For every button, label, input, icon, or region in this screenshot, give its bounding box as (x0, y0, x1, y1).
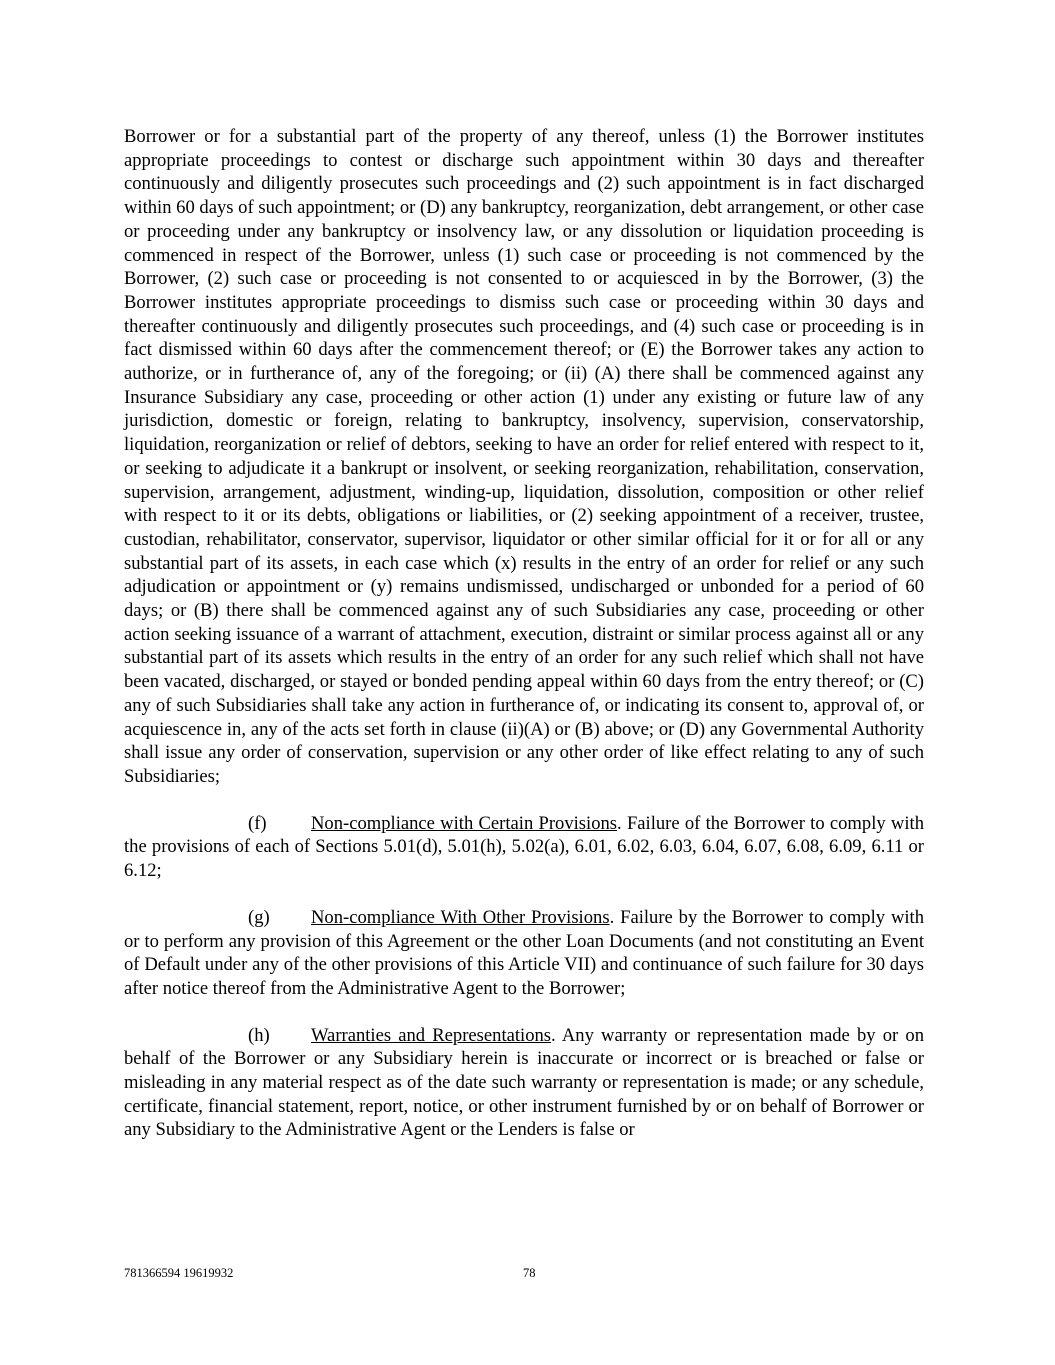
section-g-number: (g) (248, 906, 270, 928)
section-g-heading: Non-compliance With Other Provisions (311, 906, 610, 928)
section-h-paragraph (124, 1024, 924, 1143)
section-f-heading: Non-compliance with Certain Provisions (311, 812, 618, 834)
section-g-paragraph (124, 906, 924, 1001)
document-body (124, 125, 924, 1142)
continued-paragraph: Borrower or for a substantial part of the property of any thereof, unless (1) the Borrower institutes appropriate proceedings to contest or discharge such appointment within 30 days and thereafter continuously and diligently prosecutes such proceedings and (2) such appointment is in fact discharged within 60 days of such appointment; or (D) any bankruptcy, reorganization, debt arrangement, or other case or proceeding under any bankruptcy or insolvency law, or any dissolution or liquidation proceeding is commenced in respect of the Borrower, unless (1) such case or proceeding is not commenced by the Borrower, (2) such case or proceeding is not consented to or acquiesced in by the Borrower, (3) the Borrower institutes appropriate proceedings to dismiss such case or proceeding within 30 days and thereafter continuously and diligently prosecutes such proceedings, and (4) such case or proceeding is in fact dismissed within 60 days after the commencement thereof; or (E) the Borrower takes any action to authorize, or in furtherance of, any of the foregoing; or (ii) (A) there shall be commenced against any Insurance Subsidiary any case, proceeding or other action (1) under any existing or future law of any jurisdiction, domestic or foreign, relating to bankruptcy, insolvency, supervision, conservatorship, liquidation, reorganization or relief of debtors, seeking to have an order for relief entered with respect to it, or seeking to adjudicate it a bankrupt or insolvent, or seeking reorganization, rehabilitation, conservation, supervision, arrangement, adjustment, winding-up, liquidation, dissolution, composition or other relief with respect to it or its debts, obligations or liabilities, or (2) seeking appointment of a receiver, trustee, custodian, rehabilitator, conservator, supervisor, liquidator or other similar official for it or for all or any substantial part of its assets, in each case which (x) results in the entry of an order for relief or any such adjudication or appointment or (y) remains undismissed, undischarged or unbonded for a period of 60 days; or (B) there shall be commenced against any of such Subsidiaries any case, proceeding or other action seeking issuance of a warrant of attachment, execution, distraint or similar process against all or any substantial part of its assets which results in the entry of an order for any such relief which shall not have been vacated, discharged, or stayed or bonded pending appeal within 60 days from the entry thereof; or (C) any of such Subsidiaries shall take any action in furtherance of, or indicating its consent to, approval of, or acquiescence in, any of the acts set forth in clause (ii)(A) or (B) above; or (D) any Governmental Authority shall issue any order of conservation, supervision or any other order of like effect relating to any of such Subsidiaries; (124, 126, 924, 787)
section-h-heading: Warranties and Representations (311, 1024, 552, 1046)
section-f-body: . Failure of the Borrower to comply with the provisions of each of Sections 5.01(d), 5.01(h), 5.02(a), 6.01, 6.02, 6.03, 6.04, 6.07, 6.08, 6.09, 6.11 or 6.12; (124, 812, 924, 882)
footer-document-id: 781366594 19619932 (124, 1266, 234, 1280)
section-f-number: (f) (248, 812, 267, 834)
footer-page-number: 78 (523, 1266, 536, 1280)
section-g-body: . Failure by the Borrower to comply with or to perform any provision of this Agreement or the other Loan Documents (and not constituting an Event of Default under any of the other provisions of this Article VII) and continuance of such failure for 30 days after notice thereof from the Administrative Agent to the Borrower; (124, 906, 924, 999)
section-f-paragraph (124, 812, 924, 883)
section-h-number: (h) (248, 1024, 270, 1046)
section-h-body: . Any warranty or representation made by or on behalf of the Borrower or any Subsidiary herein is inaccurate or incorrect or is breached or false or misleading in any material respect as of the date such warranty or representation is made; or any schedule, certificate, financial statement, report, notice, or other instrument furnished by or on behalf of Borrower or any Subsidiary to the Administrative Agent or the Lenders is false or (124, 1024, 924, 1141)
